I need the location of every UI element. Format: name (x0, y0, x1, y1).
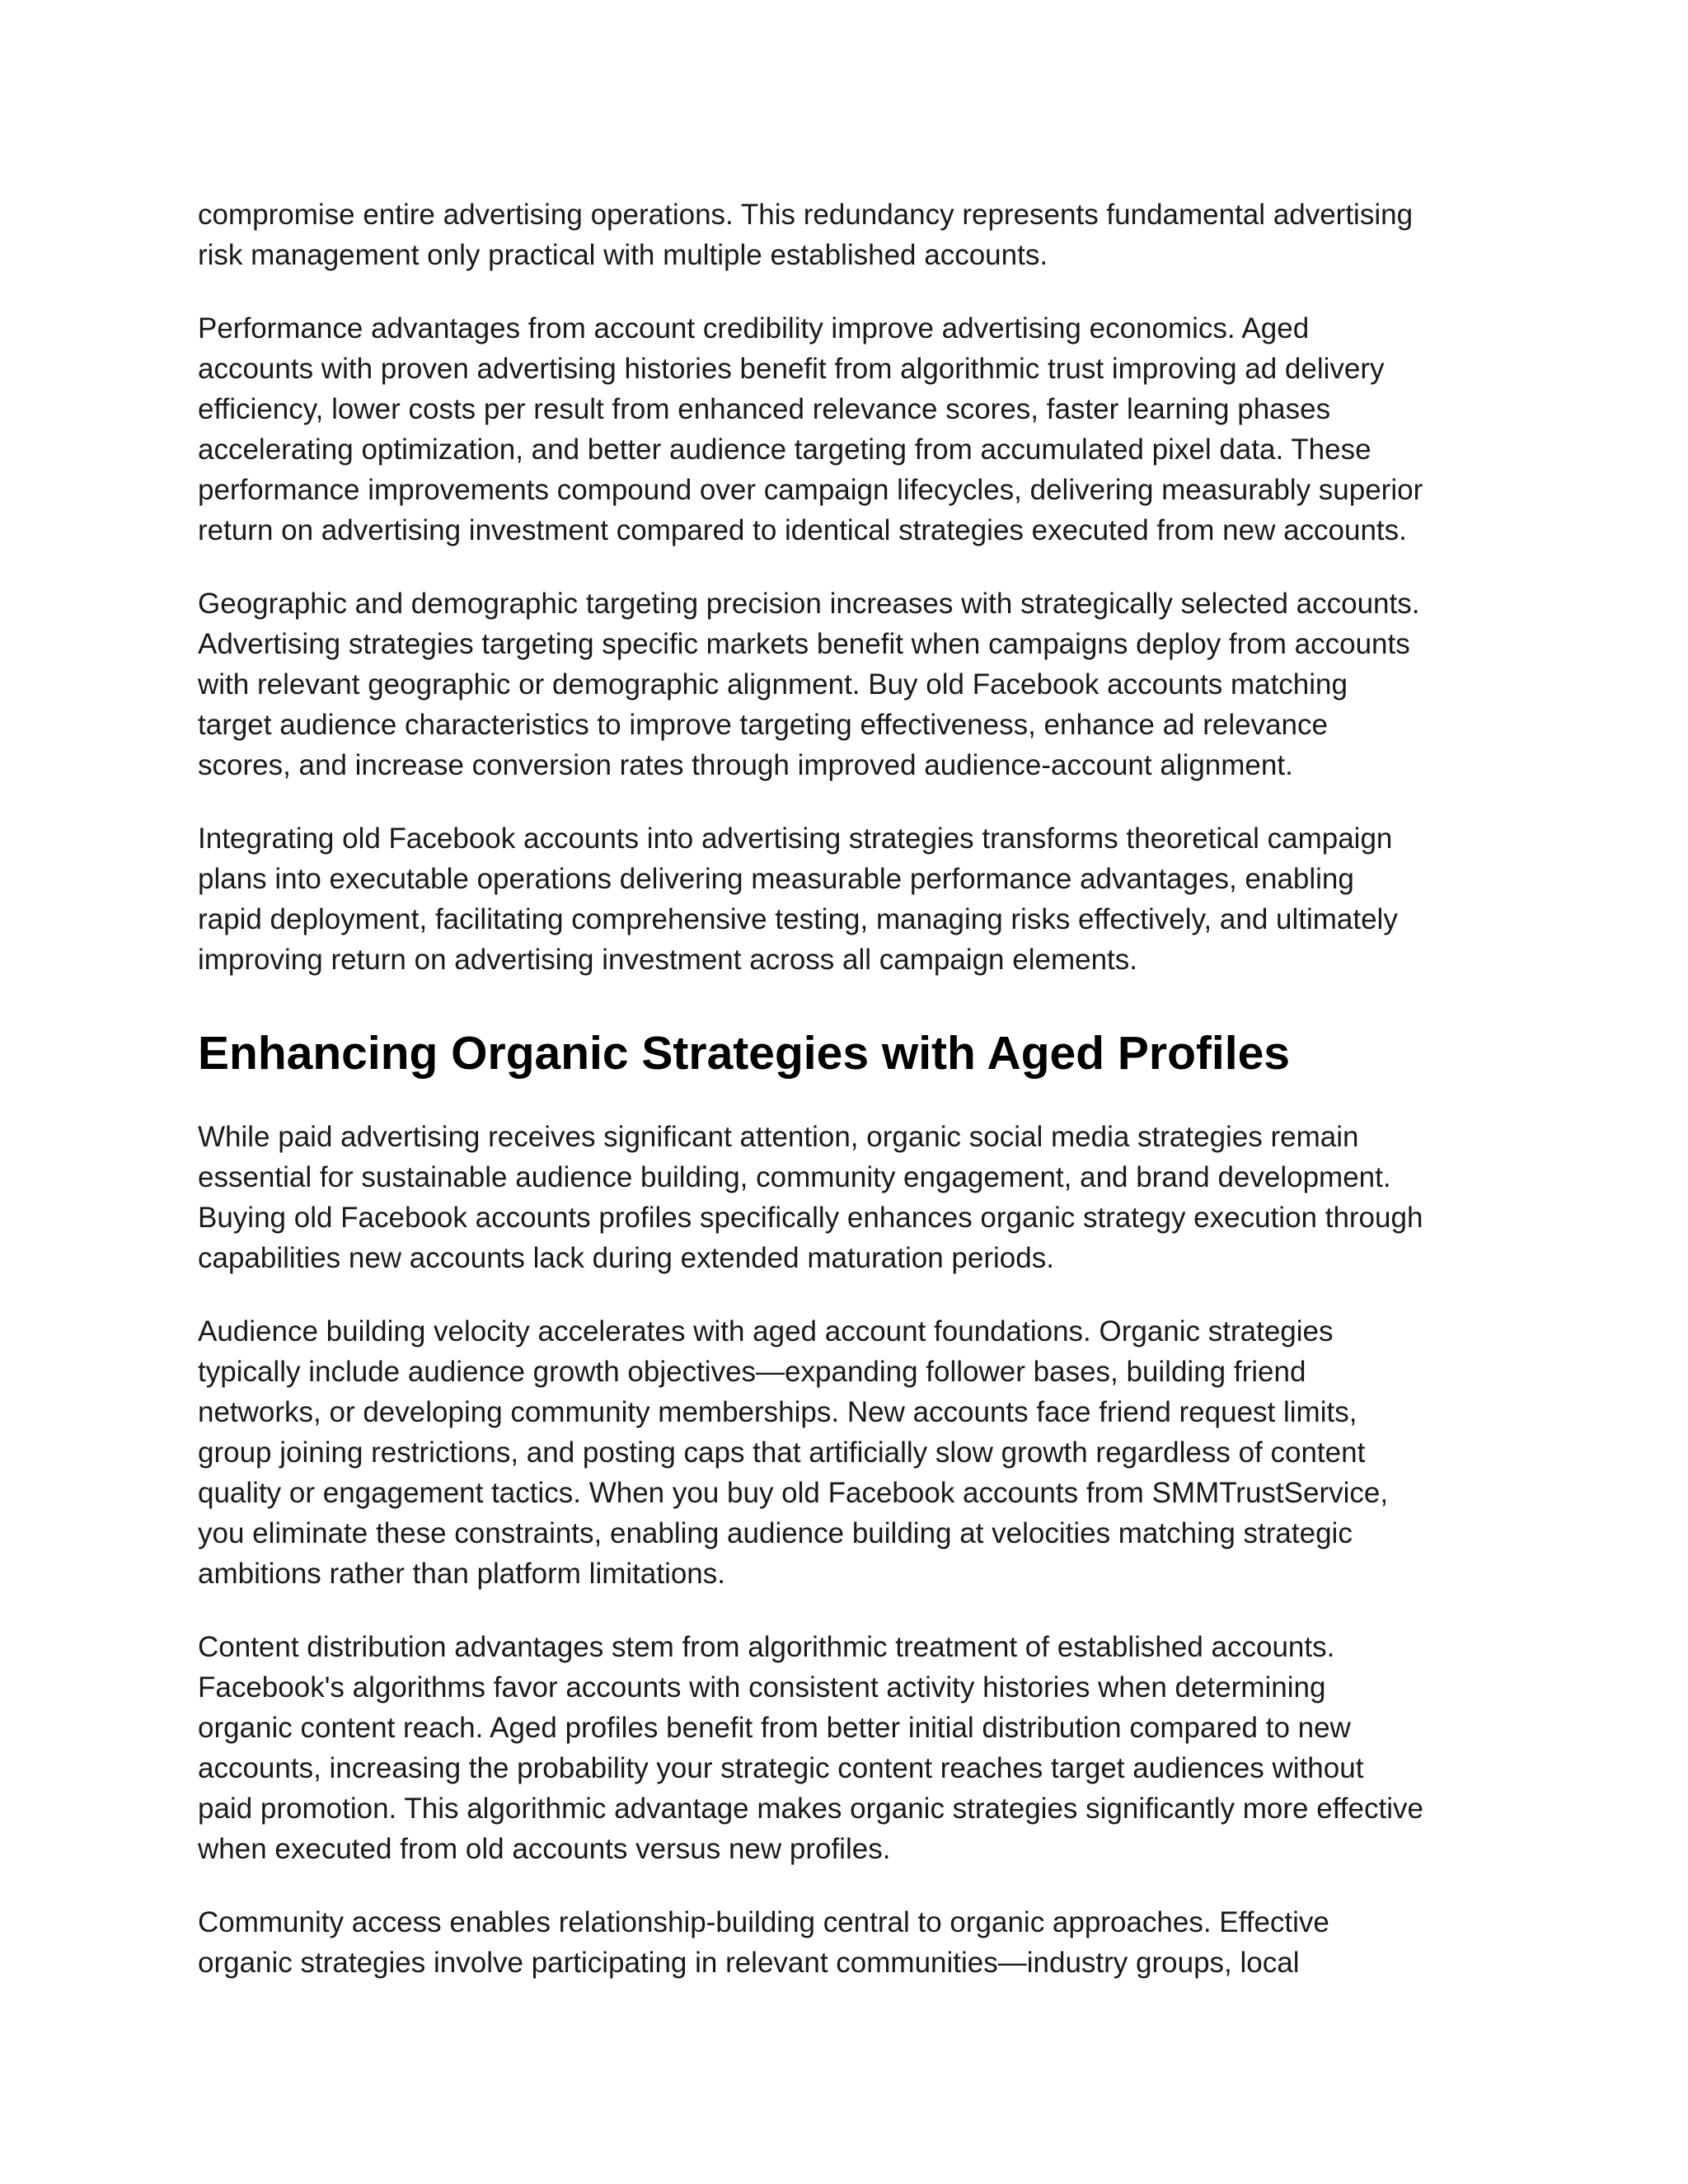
paragraph-line: essential for sustainable audience building, community engagement, and brand development. (198, 1161, 1391, 1193)
paragraph-line: Audience building velocity accelerates with aged account foundations. Organic strategies (198, 1315, 1334, 1347)
paragraph-line: Facebook's algorithms favor accounts with consistent activity histories when determining (198, 1671, 1326, 1704)
paragraph-line: risk management only practical with multiple established accounts. (198, 239, 1048, 271)
organic-strategies-section (198, 1117, 1500, 1983)
paragraph-line: Integrating old Facebook accounts into advertising strategies transforms theoretical campaign (198, 823, 1393, 855)
paragraph-line: Community access enables relationship-building central to organic approaches. Effective (198, 1906, 1329, 1938)
paragraph-line: ambitions rather than platform limitations. (198, 1558, 725, 1590)
paragraph-line: organic strategies involve participating in relevant communities—industry groups, local (198, 1947, 1300, 1979)
paragraph-line: Performance advantages from account credibility improve advertising economics. Aged (198, 312, 1310, 344)
paragraph-line: paid promotion. This algorithmic advantage makes organic strategies significantly more effective (198, 1793, 1423, 1825)
paragraph-line: capabilities new accounts lack during extended maturation periods. (198, 1242, 1054, 1274)
body-paragraph (198, 583, 1500, 785)
paragraph-line: you eliminate these constraints, enabling audience building at velocities matching strategic (198, 1517, 1353, 1549)
paragraph-line: group joining restrictions, and posting caps that artificially slow growth regardless of content (198, 1436, 1366, 1469)
body-paragraph (198, 308, 1500, 551)
paragraph-line: compromise entire advertising operations. This redundancy represents fundamental advertising (198, 199, 1414, 231)
section-heading: Enhancing Organic Strategies with Aged Profiles (198, 1027, 1290, 1080)
body-paragraph (198, 1627, 1500, 1869)
body-paragraph (198, 1311, 1500, 1594)
paragraph-line: quality or engagement tactics. When you buy old Facebook accounts from SMMTrustService, (198, 1477, 1389, 1509)
paragraph-line: performance improvements compound over campaign lifecycles, delivering measurably superior (198, 474, 1423, 506)
paragraph-line: target audience characteristics to improve targeting effectiveness, enhance ad relevance (198, 709, 1328, 741)
paragraph-line: organic content reach. Aged profiles benefit from better initial distribution compared to new (198, 1712, 1351, 1744)
body-paragraph (198, 818, 1500, 980)
paragraph-line: scores, and increase conversion rates through improved audience-account alignment. (198, 749, 1293, 781)
paragraph-line: typically include audience growth objectives—expanding follower bases, building friend (198, 1356, 1306, 1388)
paragraph-line: improving return on advertising investment across all campaign elements. (198, 944, 1137, 976)
paragraph-line: rapid deployment, facilitating comprehensive testing, managing risks effectively, and ultimately (198, 903, 1398, 935)
paragraph-line: when executed from old accounts versus new profiles. (198, 1833, 891, 1865)
body-paragraph (198, 1902, 1500, 1983)
paragraph-line: Buying old Facebook accounts profiles specifically enhances organic strategy execution through (198, 1202, 1423, 1234)
body-paragraph (198, 1117, 1500, 1278)
paragraph-line: accelerating optimization, and better audience targeting from accumulated pixel data. These (198, 434, 1372, 466)
body-paragraph (198, 194, 1500, 275)
paragraph-line: accounts with proven advertising histories benefit from algorithmic trust improving ad delivery (198, 353, 1385, 385)
paragraph-line: plans into executable operations delivering measurable performance advantages, enabling (198, 863, 1354, 895)
intro-section (198, 194, 1500, 980)
paragraph-line: accounts, increasing the probability your strategic content reaches target audiences without (198, 1752, 1364, 1784)
paragraph-line: While paid advertising receives significant attention, organic social media strategies remain (198, 1121, 1359, 1153)
paragraph-line: return on advertising investment compared to identical strategies executed from new accounts. (198, 514, 1407, 546)
paragraph-line: Geographic and demographic targeting precision increases with strategically selected accounts. (198, 588, 1420, 620)
paragraph-line: networks, or developing community memberships. New accounts face friend request limits, (198, 1396, 1357, 1428)
paragraph-line: Advertising strategies targeting specific markets benefit when campaigns deploy from accounts (198, 628, 1410, 660)
document-page (198, 194, 1500, 2016)
paragraph-line: with relevant geographic or demographic alignment. Buy old Facebook accounts matching (198, 668, 1348, 701)
paragraph-line: efficiency, lower costs per result from enhanced relevance scores, faster learning phases (198, 393, 1331, 425)
paragraph-line: Content distribution advantages stem from algorithmic treatment of established accounts. (198, 1631, 1335, 1663)
